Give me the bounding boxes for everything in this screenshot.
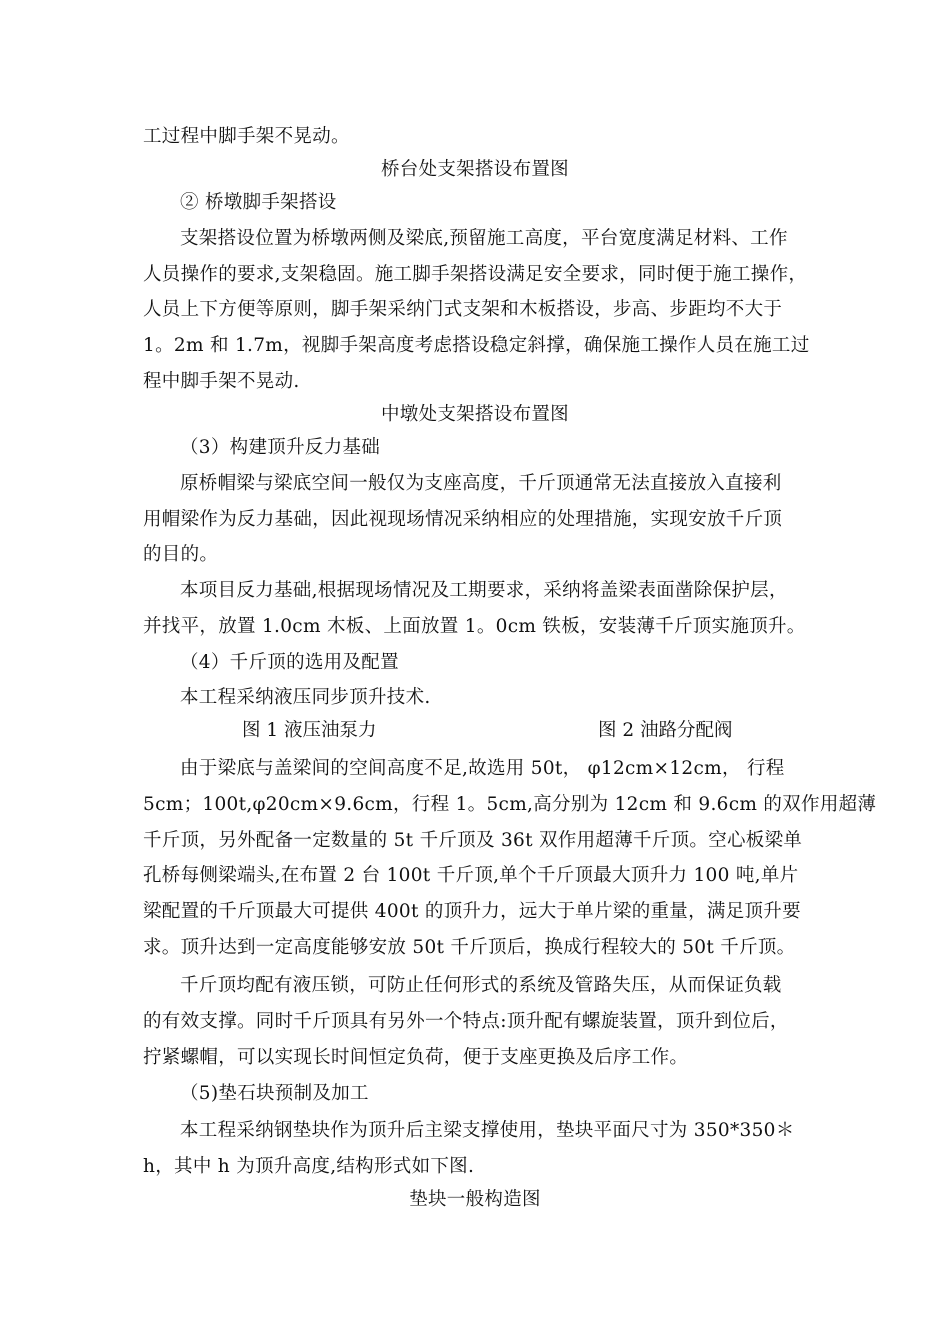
paragraph-line: 梁配置的千斤顶最大可提供 400t 的顶升力，远大于单片梁的重量，满足顶升要 <box>143 901 801 922</box>
paragraph-line: 本工程采纳钢垫块作为顶升后主梁支撑使用，垫块平面尺寸为 350*350＊ <box>180 1120 795 1141</box>
paragraph-line: 1。2m 和 1.7m，视脚手架高度考虑搭设稳定斜撑，确保施工操作人员在施工过 <box>143 335 810 356</box>
figure-caption-1: 图 1 液压油泵力 <box>242 720 377 741</box>
paragraph-line: 人员操作的要求,支架稳固。施工脚手架搭设满足安全要求，同时便于施工操作， <box>143 264 808 285</box>
paragraph-line: 本工程采纳液压同步顶升技术. <box>180 687 431 708</box>
paragraph-line: 工过程中脚手架不晃动。 <box>143 126 350 147</box>
paragraph-line: 的目的。 <box>143 544 219 565</box>
paragraph-line: 的有效支撑。同时千斤顶具有另外一个特点:顶升配有螺旋装置，顶升到位后， <box>143 1011 789 1032</box>
figure-caption: 中墩处支架搭设布置图 <box>380 404 569 425</box>
section-heading: （4）千斤顶的选用及配置 <box>180 652 399 673</box>
paragraph-line: 拧紧螺帽，可以实现长时间恒定负荷，便于支座更换及后序工作。 <box>143 1047 689 1068</box>
figure-caption-2: 图 2 油路分配阀 <box>598 720 733 741</box>
paragraph-line: 本项目反力基础,根据现场情况及工期要求，采纳将盖梁表面凿除保护层， <box>180 580 788 601</box>
section-heading: （5)垫石块预制及加工 <box>180 1083 369 1104</box>
paragraph-line: 程中脚手架不晃动. <box>143 371 300 392</box>
section-heading: ② 桥墩脚手架搭设 <box>180 192 337 213</box>
section-heading: （3）构建顶升反力基础 <box>180 437 381 458</box>
paragraph-line: 千斤顶均配有液压锁，可防止任何形式的系统及管路失压，从而保证负载 <box>180 975 782 996</box>
paragraph-line: 孔桥每侧梁端头,在布置 2 台 100t 千斤顶,单个千斤顶最大顶升力 100 吨,单片 <box>143 865 799 886</box>
paragraph-line: 求。顶升达到一定高度能够安放 50t 千斤顶后，换成行程较大的 50t 千斤顶。 <box>143 937 796 958</box>
figure-caption: 桥台处支架搭设布置图 <box>380 159 569 180</box>
paragraph-line: 支架搭设位置为桥墩两侧及梁底,预留施工高度，平台宽度满足材料、工作 <box>180 228 788 249</box>
paragraph-line: 由于梁底与盖梁间的空间高度不足,故选用 50t， φ12cm×12cm， 行程 <box>180 758 785 779</box>
paragraph-line: 原桥帽梁与梁底空间一般仅为支座高度，千斤顶通常无法直接放入直接利 <box>180 473 782 494</box>
paragraph-line: 人员上下方便等原则，脚手架采纳门式支架和木板搭设，步高、步距均不大于 <box>143 299 783 320</box>
paragraph-line: 5cm；100t,φ20cm×9.6cm，行程 1。5cm,高分别为 12cm 和 9.6cm 的双作用超薄 <box>143 794 877 815</box>
paragraph-line: 千斤顶，另外配备一定数量的 5t 千斤顶及 36t 双作用超薄千斤顶。空心板梁单 <box>143 830 803 851</box>
paragraph-line: h，其中 h 为顶升高度,结构形式如下图. <box>143 1156 475 1177</box>
paragraph-line: 并找平，放置 1.0cm 木板、上面放置 1。0cm 铁板，安装薄千斤顶实施顶升。 <box>143 616 806 637</box>
figure-caption: 垫块一般构造图 <box>409 1189 541 1210</box>
paragraph-line: 用帽梁作为反力基础，因此视现场情况采纳相应的处理措施，实现安放千斤顶 <box>143 509 783 530</box>
